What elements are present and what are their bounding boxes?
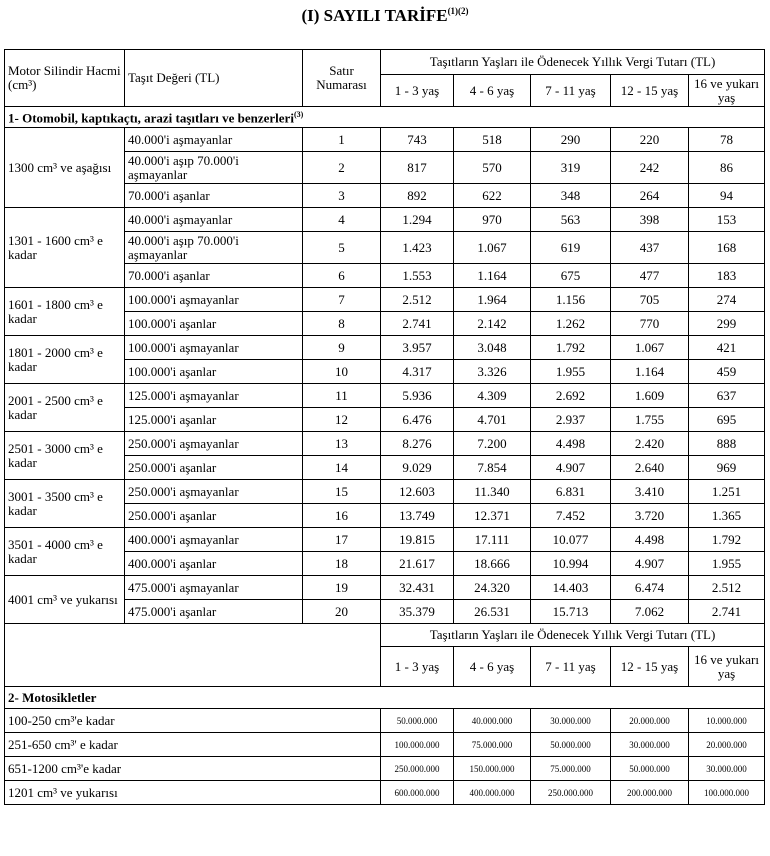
row-number: 4 [303, 208, 381, 232]
motorcycle-tax-value: 20.000.000 [689, 733, 765, 757]
tax-value: 3.048 [454, 336, 531, 360]
blank-header [5, 624, 381, 687]
tax-value: 7.854 [454, 456, 531, 480]
vehicle-value: 250.000'i aşmayanlar [125, 432, 303, 456]
motorcycle-tax-value: 20.000.000 [611, 709, 689, 733]
tax-value: 1.755 [611, 408, 689, 432]
row-number: 3 [303, 184, 381, 208]
tax-value: 1.294 [381, 208, 454, 232]
row-number: 19 [303, 576, 381, 600]
table-row [5, 781, 765, 805]
vehicle-value: 400.000'i aşmayanlar [125, 528, 303, 552]
tax-value: 1.156 [531, 288, 611, 312]
tax-value: 6.831 [531, 480, 611, 504]
age-header-2: 4 - 6 yaş [454, 647, 531, 687]
tax-value: 743 [381, 128, 454, 152]
motorcycle-tax-value: 200.000.000 [611, 781, 689, 805]
title-text: (I) SAYILI TARİFE [301, 6, 448, 25]
tax-value: 3.410 [611, 480, 689, 504]
tax-value: 12.603 [381, 480, 454, 504]
tax-value: 15.713 [531, 600, 611, 624]
tax-value: 17.111 [454, 528, 531, 552]
vehicle-value: 40.000'i aşmayanlar [125, 208, 303, 232]
motorcycle-volume: 651-1200 cm³'e kadar [5, 757, 381, 781]
vehicle-value: 475.000'i aşmayanlar [125, 576, 303, 600]
age-header-2: 12 - 15 yaş [611, 647, 689, 687]
tax-value: 319 [531, 152, 611, 184]
tax-value: 26.531 [454, 600, 531, 624]
tax-value: 11.340 [454, 480, 531, 504]
vehicle-value: 100.000'i aşanlar [125, 312, 303, 336]
vehicle-value: 100.000'i aşmayanlar [125, 288, 303, 312]
table-row [5, 432, 765, 456]
tax-value: 242 [611, 152, 689, 184]
motorcycle-tax-value: 30.000.000 [611, 733, 689, 757]
tax-value: 3.326 [454, 360, 531, 384]
tax-value: 7.062 [611, 600, 689, 624]
table-row [5, 576, 765, 600]
tax-amount-header: Taşıtların Yaşları ile Ödenecek Yıllık Vergi Tutarı (TL) [381, 50, 765, 75]
row-number: 20 [303, 600, 381, 624]
tax-value: 2.640 [611, 456, 689, 480]
motorcycle-tax-value: 50.000.000 [381, 709, 454, 733]
tax-value: 4.498 [531, 432, 611, 456]
row-number: 17 [303, 528, 381, 552]
tax-value: 290 [531, 128, 611, 152]
tax-value: 2.741 [381, 312, 454, 336]
tax-value: 220 [611, 128, 689, 152]
vehicle-value: 100.000'i aşanlar [125, 360, 303, 384]
tax-value: 3.957 [381, 336, 454, 360]
tax-value: 299 [689, 312, 765, 336]
tax-value: 2.692 [531, 384, 611, 408]
table-row [5, 384, 765, 408]
motorcycle-tax-value: 75.000.000 [454, 733, 531, 757]
tax-value: 264 [611, 184, 689, 208]
tax-value: 1.955 [689, 552, 765, 576]
row-number: 5 [303, 232, 381, 264]
age-header: 12 - 15 yaş [611, 75, 689, 107]
tax-value: 24.320 [454, 576, 531, 600]
tax-value: 9.029 [381, 456, 454, 480]
motorcycle-tax-value: 100.000.000 [381, 733, 454, 757]
tax-value: 1.262 [531, 312, 611, 336]
tax-value: 4.907 [531, 456, 611, 480]
tax-value: 12.371 [454, 504, 531, 528]
page-title [0, 6, 770, 26]
row-number: 13 [303, 432, 381, 456]
motorcycle-tax-value: 30.000.000 [689, 757, 765, 781]
motorcycle-volume: 1201 cm³ ve yukarısı [5, 781, 381, 805]
tax-value: 705 [611, 288, 689, 312]
tax-value: 398 [611, 208, 689, 232]
tax-value: 437 [611, 232, 689, 264]
section-1-title [5, 107, 765, 128]
value-header: Taşıt Değeri (TL) [125, 50, 303, 107]
tax-value: 675 [531, 264, 611, 288]
row-number: 1 [303, 128, 381, 152]
tax-value: 619 [531, 232, 611, 264]
tax-value: 570 [454, 152, 531, 184]
motorcycle-tax-value: 400.000.000 [454, 781, 531, 805]
vehicle-value: 475.000'i aşanlar [125, 600, 303, 624]
age-header: 7 - 11 yaş [531, 75, 611, 107]
tax-value: 622 [454, 184, 531, 208]
tax-value: 1.251 [689, 480, 765, 504]
age-header-2: 16 ve yukarı yaş [689, 647, 765, 687]
age-header-2: 7 - 11 yaş [531, 647, 611, 687]
motor-header: Motor Silindir Hacmi (cm³) [5, 50, 125, 107]
motorcycle-tax-value: 30.000.000 [531, 709, 611, 733]
tax-value: 10.077 [531, 528, 611, 552]
row-number: 9 [303, 336, 381, 360]
tax-value: 1.164 [611, 360, 689, 384]
table-row [5, 757, 765, 781]
row-number: 14 [303, 456, 381, 480]
tax-value: 78 [689, 128, 765, 152]
tax-value: 4.309 [454, 384, 531, 408]
tax-value: 13.749 [381, 504, 454, 528]
vehicle-value: 250.000'i aşanlar [125, 504, 303, 528]
tax-value: 274 [689, 288, 765, 312]
age-header-2: 1 - 3 yaş [381, 647, 454, 687]
tax-value: 1.955 [531, 360, 611, 384]
motor-volume: 1601 - 1800 cm³ e kadar [5, 288, 125, 336]
vehicle-value: 125.000'i aşmayanlar [125, 384, 303, 408]
tax-value: 2.142 [454, 312, 531, 336]
motor-volume: 1301 - 1600 cm³ e kadar [5, 208, 125, 288]
tax-value: 817 [381, 152, 454, 184]
tax-value: 1.792 [689, 528, 765, 552]
tax-value: 35.379 [381, 600, 454, 624]
tax-value: 888 [689, 432, 765, 456]
row-number: 15 [303, 480, 381, 504]
motorcycle-volume: 100-250 cm³'e kadar [5, 709, 381, 733]
motorcycle-tax-value: 50.000.000 [611, 757, 689, 781]
tax-value: 477 [611, 264, 689, 288]
tax-value: 7.200 [454, 432, 531, 456]
tax-value: 2.512 [689, 576, 765, 600]
tax-value: 7.452 [531, 504, 611, 528]
tax-value: 153 [689, 208, 765, 232]
motorcycle-tax-value: 10.000.000 [689, 709, 765, 733]
motorcycle-tax-value: 100.000.000 [689, 781, 765, 805]
tax-value: 5.936 [381, 384, 454, 408]
tax-value: 10.994 [531, 552, 611, 576]
motorcycle-tax-value: 600.000.000 [381, 781, 454, 805]
tax-value: 421 [689, 336, 765, 360]
tax-value: 4.498 [611, 528, 689, 552]
age-header: 4 - 6 yaş [454, 75, 531, 107]
vehicle-value: 40.000'i aşmayanlar [125, 128, 303, 152]
age-header: 16 ve yukarı yaş [689, 75, 765, 107]
tax-value: 14.403 [531, 576, 611, 600]
tax-value: 1.609 [611, 384, 689, 408]
tax-value: 1.365 [689, 504, 765, 528]
title-note: (1)(2) [447, 6, 469, 16]
tax-value: 695 [689, 408, 765, 432]
tax-value: 1.964 [454, 288, 531, 312]
tax-value: 2.420 [611, 432, 689, 456]
tax-value: 1.067 [454, 232, 531, 264]
row-number: 6 [303, 264, 381, 288]
tax-value: 1.067 [611, 336, 689, 360]
tax-value: 2.937 [531, 408, 611, 432]
tax-value: 4.317 [381, 360, 454, 384]
motorcycle-tax-value: 40.000.000 [454, 709, 531, 733]
motor-volume: 2501 - 3000 cm³ e kadar [5, 432, 125, 480]
row-number-header: Satır Numarası [303, 50, 381, 107]
table-row [5, 336, 765, 360]
tax-value: 4.907 [611, 552, 689, 576]
table-row [5, 128, 765, 152]
motor-volume: 3001 - 3500 cm³ e kadar [5, 480, 125, 528]
tax-amount-header-2: Taşıtların Yaşları ile Ödenecek Yıllık Vergi Tutarı (TL) [381, 624, 765, 647]
motorcycle-tax-value: 150.000.000 [454, 757, 531, 781]
motor-volume: 1300 cm³ ve aşağısı [5, 128, 125, 208]
table-row [5, 733, 765, 757]
row-number: 7 [303, 288, 381, 312]
vehicle-value: 250.000'i aşmayanlar [125, 480, 303, 504]
motor-volume: 2001 - 2500 cm³ e kadar [5, 384, 125, 432]
tax-value: 970 [454, 208, 531, 232]
tax-value: 3.720 [611, 504, 689, 528]
tax-value: 459 [689, 360, 765, 384]
tax-value: 2.512 [381, 288, 454, 312]
motorcycle-tax-value: 50.000.000 [531, 733, 611, 757]
motorcycle-volume: 251-650 cm³' e kadar [5, 733, 381, 757]
tax-value: 168 [689, 232, 765, 264]
tax-value: 637 [689, 384, 765, 408]
tax-value: 18.666 [454, 552, 531, 576]
tax-value: 518 [454, 128, 531, 152]
tax-value: 183 [689, 264, 765, 288]
tax-value: 8.276 [381, 432, 454, 456]
tax-value: 21.617 [381, 552, 454, 576]
tax-value: 563 [531, 208, 611, 232]
table-row [5, 208, 765, 232]
motorcycle-tax-value: 75.000.000 [531, 757, 611, 781]
tax-value: 6.474 [611, 576, 689, 600]
row-number: 12 [303, 408, 381, 432]
vehicle-value: 70.000'i aşanlar [125, 264, 303, 288]
tax-value: 1.423 [381, 232, 454, 264]
vehicle-value: 250.000'i aşanlar [125, 456, 303, 480]
tax-value: 6.476 [381, 408, 454, 432]
row-number: 8 [303, 312, 381, 336]
table-row [5, 288, 765, 312]
row-number: 10 [303, 360, 381, 384]
motor-volume: 3501 - 4000 cm³ e kadar [5, 528, 125, 576]
vehicle-value: 400.000'i aşanlar [125, 552, 303, 576]
vehicle-value: 125.000'i aşanlar [125, 408, 303, 432]
section-1-text: 1- Otomobil, kaptıkaçtı, arazi taşıtları ve benzerleri [8, 110, 294, 126]
tax-value: 32.431 [381, 576, 454, 600]
motor-volume: 1801 - 2000 cm³ e kadar [5, 336, 125, 384]
motorcycle-tax-value: 250.000.000 [381, 757, 454, 781]
row-number: 11 [303, 384, 381, 408]
row-number: 18 [303, 552, 381, 576]
tax-value: 770 [611, 312, 689, 336]
tax-value: 892 [381, 184, 454, 208]
tax-value: 1.553 [381, 264, 454, 288]
vehicle-value: 40.000'i aşıp 70.000'i aşmayanlar [125, 152, 303, 184]
table-row [5, 709, 765, 733]
section-2-title: 2- Motosikletler [5, 687, 765, 709]
section-1-note: (3) [293, 110, 304, 120]
age-header: 1 - 3 yaş [381, 75, 454, 107]
tax-value: 969 [689, 456, 765, 480]
vehicle-value: 40.000'i aşıp 70.000'i aşmayanlar [125, 232, 303, 264]
row-number: 2 [303, 152, 381, 184]
table-row [5, 528, 765, 552]
tax-value: 348 [531, 184, 611, 208]
tax-value: 1.792 [531, 336, 611, 360]
tax-value: 19.815 [381, 528, 454, 552]
tax-value: 2.741 [689, 600, 765, 624]
tax-table [4, 49, 765, 805]
motorcycle-tax-value: 250.000.000 [531, 781, 611, 805]
vehicle-value: 100.000'i aşmayanlar [125, 336, 303, 360]
motor-volume: 4001 cm³ ve yukarısı [5, 576, 125, 624]
tax-value: 4.701 [454, 408, 531, 432]
tax-value: 94 [689, 184, 765, 208]
vehicle-value: 70.000'i aşanlar [125, 184, 303, 208]
tax-value: 1.164 [454, 264, 531, 288]
table-row [5, 480, 765, 504]
tax-value: 86 [689, 152, 765, 184]
row-number: 16 [303, 504, 381, 528]
